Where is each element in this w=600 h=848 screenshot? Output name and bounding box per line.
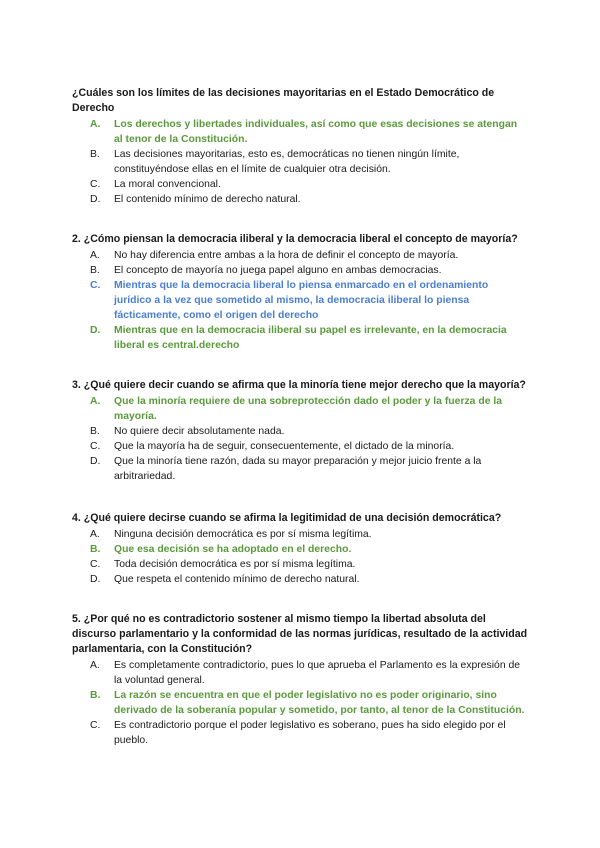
option-b xyxy=(72,688,528,718)
option-a xyxy=(72,117,528,147)
option-b xyxy=(72,542,528,557)
option-letter: B. xyxy=(90,149,100,160)
option-letter: A. xyxy=(90,250,100,261)
option-a xyxy=(72,527,528,542)
option-text: Ninguna decisión democrática es por sí misma legítima. xyxy=(114,529,372,540)
question-text: 3. ¿Qué quiere decir cuando se afirma que la minoría tiene mejor derecho que la mayoría? xyxy=(72,379,526,391)
option-letter: B. xyxy=(90,426,100,437)
option-b xyxy=(72,263,528,278)
option-text: Que la mayoría ha de seguir, consecuentemente, el dictado de la minoría. xyxy=(114,441,455,452)
options-list xyxy=(72,658,528,748)
option-text: Es contradictorio porque el poder legislativo es soberano, pues ha sido elegido por el pueblo. xyxy=(114,720,506,746)
option-letter: A. xyxy=(90,396,101,407)
option-letter: C. xyxy=(90,179,101,190)
option-d xyxy=(72,572,528,587)
option-text: Que la minoría requiere de una sobreprotección dado el poder y la fuerza de la mayoría. xyxy=(114,396,503,422)
options-list xyxy=(72,394,528,484)
option-letter: C. xyxy=(90,441,101,452)
option-text: El contenido mínimo de derecho natural. xyxy=(114,194,301,205)
options-list xyxy=(72,248,528,353)
option-text: Toda decisión democrática es por sí misma legítima. xyxy=(114,559,356,570)
option-letter: B. xyxy=(90,690,101,701)
option-text: Que la minoría tiene razón, dada su mayor preparación y mejor juicio frente a la arbitrariedad. xyxy=(114,456,482,482)
option-text: Que esa decisión se ha adoptado en el derecho. xyxy=(114,544,352,555)
question-2 xyxy=(72,232,528,353)
option-d xyxy=(72,192,528,207)
option-c xyxy=(72,278,528,323)
question-text: ¿Cuáles son los límites de las decisiones mayoritarias en el Estado Democrático de Derecho xyxy=(72,87,495,114)
option-b xyxy=(72,424,528,439)
option-text: La moral convencional. xyxy=(114,179,221,190)
option-letter: C. xyxy=(90,280,101,291)
option-letter: C. xyxy=(90,559,101,570)
option-text: No hay diferencia entre ambas a la hora de definir el concepto de mayoría. xyxy=(114,250,459,261)
question-3 xyxy=(72,378,528,484)
question-text: 5. ¿Por qué no es contradictorio sostener al mismo tiempo la libertad absoluta del discurso parlamentario y la conformidad de las normas jurídicas, resultado de la actividad parlamentaria, con la Constitución? xyxy=(72,613,528,655)
option-text: Es completamente contradictorio, pues lo que aprueba el Parlamento es la expresión de la voluntad general. xyxy=(114,660,521,686)
options-list xyxy=(72,527,528,587)
option-letter: D. xyxy=(90,456,101,467)
option-c xyxy=(72,177,528,192)
option-text: Las decisiones mayoritarias, esto es, democráticas no tienen ningún límite, constituyéndose ellas en el límite de cualquier otra decisión. xyxy=(114,149,460,175)
question-5 xyxy=(72,612,528,748)
options-list xyxy=(72,117,528,207)
option-letter: D. xyxy=(90,574,101,585)
question-4 xyxy=(72,511,528,587)
question-text: 2. ¿Cómo piensan la democracia iliberal y la democracia liberal el concepto de mayoría? xyxy=(72,233,518,245)
option-c xyxy=(72,557,528,572)
option-text: La razón se encuentra en que el poder legislativo no es poder originario, sino derivado de la soberanía popular y sometido, por tanto, al tenor de la Constitución. xyxy=(114,690,525,716)
option-b xyxy=(72,147,528,177)
option-text: Mientras que la democracia liberal lo piensa enmarcado en el ordenamiento jurídico a la vez que sometido al mismo, la democracia iliberal lo piensa fácticamente, como el origen del derecho xyxy=(114,280,489,321)
option-d xyxy=(72,323,528,353)
option-c xyxy=(72,718,528,748)
option-letter: B. xyxy=(90,544,101,555)
option-letter: D. xyxy=(90,325,101,336)
option-text: No quiere decir absolutamente nada. xyxy=(114,426,285,437)
option-a xyxy=(72,658,528,688)
option-c xyxy=(72,439,528,454)
option-letter: B. xyxy=(90,265,100,276)
option-text: Mientras que en la democracia iliberal su papel es irrelevante, en la democracia liberal es central.derecho xyxy=(114,325,507,351)
question-text: 4. ¿Qué quiere decirse cuando se afirma la legitimidad de una decisión democrática? xyxy=(72,512,502,524)
option-letter: A. xyxy=(90,119,101,130)
option-letter: A. xyxy=(90,529,100,540)
option-letter: A. xyxy=(90,660,100,671)
option-a xyxy=(72,248,528,263)
option-d xyxy=(72,454,528,484)
option-a xyxy=(72,394,528,424)
option-letter: D. xyxy=(90,194,101,205)
option-text: Los derechos y libertades individuales, así como que esas decisiones se atengan al tenor de la Constitución. xyxy=(114,119,518,145)
question-1 xyxy=(72,86,528,207)
option-text: Que respeta el contenido mínimo de derecho natural. xyxy=(114,574,360,585)
option-letter: C. xyxy=(90,720,101,731)
option-text: El concepto de mayoría no juega papel alguno en ambas democracias. xyxy=(114,265,442,276)
